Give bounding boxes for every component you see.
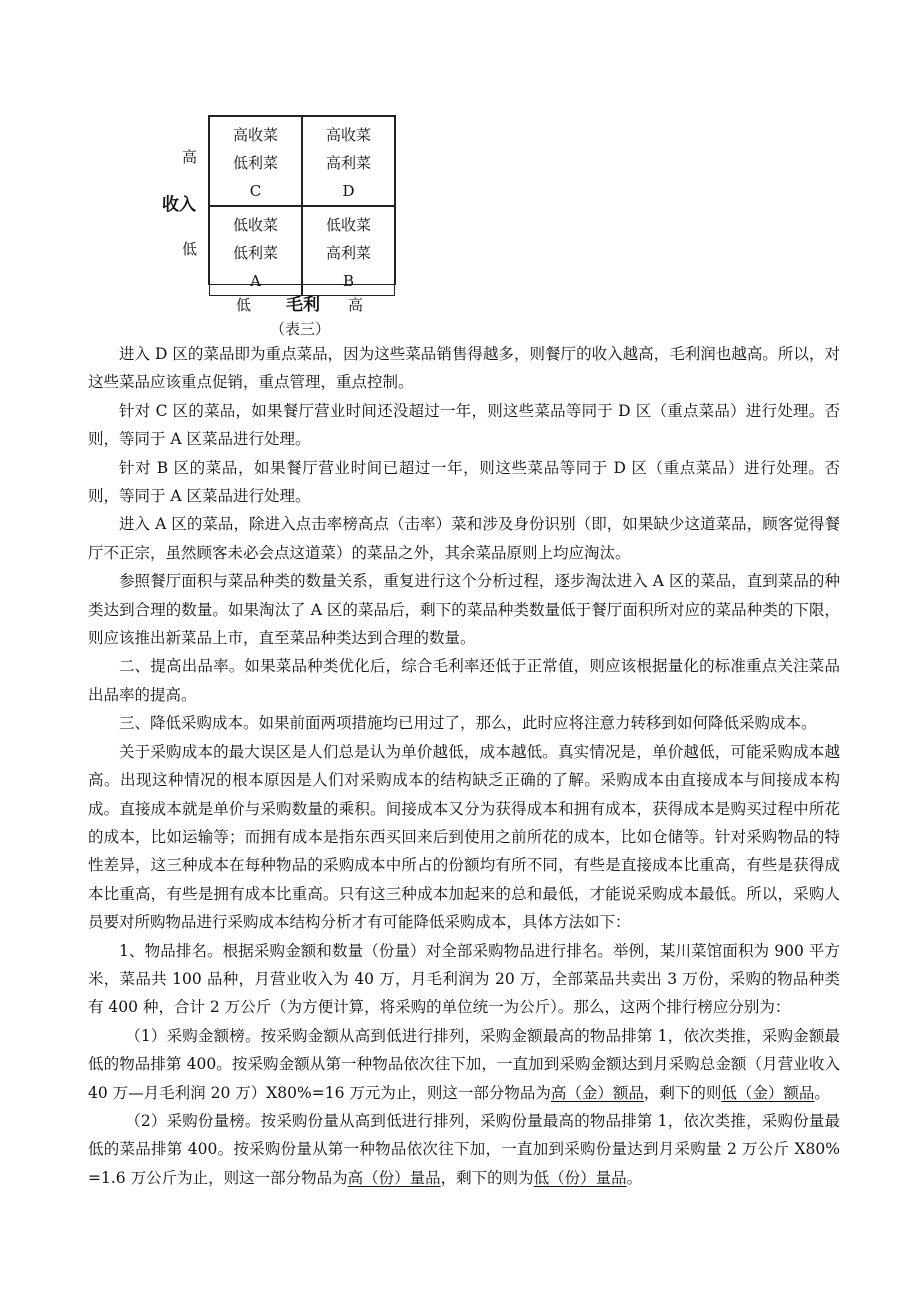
matrix-cell-c [209, 116, 302, 206]
x-axis-high-label: 高 [348, 296, 364, 314]
list-item-1-term-high: 高（金）额品 [550, 1083, 644, 1102]
paragraph-output-rate: 二、提高出品率。如果菜品种类优化后，综合毛利率还低于正常值，则应该根据量化的标准重点关注菜品出品率的提高。 [88, 657, 840, 704]
cell-d-line-1: 高收菜 [325, 126, 371, 144]
list-item-2-end: 。 [626, 1168, 643, 1187]
cell-d-line-2: 高利菜 [325, 154, 371, 172]
list-item-quantity-ranking [88, 1107, 840, 1192]
list-item-1-end: 。 [814, 1083, 830, 1102]
cell-c-line-2: 低利菜 [232, 154, 278, 172]
paragraph-a-zone: 进入 A 区的菜品，除进入点击率榜高点（击率）菜和涉及身份识别（即，如果缺少这道菜品，顾客觉得餐厅不正宗，虽然顾客未必会点这道菜）的菜品之外，其余菜品原则上均应淘汰。 [88, 515, 840, 562]
table-caption: （表三） [270, 320, 331, 338]
list-item-2-term-high: 高（份）量品 [347, 1168, 441, 1187]
y-axis-title: 收入 [162, 195, 196, 215]
list-item-amount-ranking [88, 1022, 840, 1107]
income-margin-matrix [208, 115, 396, 290]
list-item-1-text: （1）采购金额榜。按采购金额从高到低进行排列，采购金额最高的物品排第 1，依次类推，采购金额最低的物品排第 400。按采购金额从第一种物品依次往下加，一直加到采购金额达到月采购总金额（月营业收入 40 万—月毛利润 20 万）X80%=16 万元为止，则这一部分物品为 [88, 1026, 840, 1102]
list-item-2-middle: ，剩下的则为 [440, 1168, 534, 1187]
cell-d-letter: D [342, 182, 355, 200]
paragraph-d-zone: 进入 D 区的菜品即为重点菜品，因为这些菜品销售得越多，则餐厅的收入越高，毛利润也越高。所以，对这些菜品应该重点促销，重点管理，重点控制。 [88, 345, 840, 392]
x-axis-low-label: 低 [236, 296, 252, 314]
cell-b-line-2: 高利菜 [325, 244, 371, 262]
matrix-cell-a [209, 206, 302, 296]
cell-a-line-2: 低利菜 [232, 244, 278, 262]
list-item-2-text: （2）采购份量榜。按采购份量从高到低进行排列，采购份量最高的物品排第 1，依次类推，采购份量最低的菜品排第 400。按采购份量从第一种物品依次往下加，一直加到采购份量达到月采购量 2 万公斤 X80%=1.6 万公斤为止，则这一部分物品为 [88, 1111, 840, 1187]
cell-c-line-1: 高收菜 [232, 126, 278, 144]
paragraph-purchase-cost: 三、降低采购成本。如果前面两项措施均已用过了，那么，此时应将注意力转移到如何降低采购成本。 [119, 714, 817, 733]
list-item-2-term-low: 低（份）量品 [533, 1168, 627, 1187]
paragraph-cost-structure: 关于采购成本的最大误区是人们总是认为单价越低，成本越低。真实情况是，单价越低，可能采购成本越高。出现这种情况的根本原因是人们对采购成本的结构缺乏正确的了解。采购成本由直接成本与间接成本构成。直接成本就是单价与采购数量的乘积。间接成本又分为获得成本和拥有成本，获得成本是购买过程中所花的成本，比如运输等；而拥有成本是指东西买回来后到使用之前所花的成本，比如仓储等。针对采购物品的特性差异，这三种成本在每种物品的采购成本中所占的份额均有所不同，有些是直接成本比重高，有些是获得成本比重高，有些是拥有成本比重高。只有这三种成本加起来的总和最低，才能说采购成本最低。所以，采购人员要对所购物品进行采购成本结构分析才有可能降低采购成本，具体方法如下： [88, 742, 840, 932]
matrix-cell-d [302, 116, 395, 206]
cell-c-letter: C [249, 182, 262, 200]
list-item-1-term-low: 低（金）额品 [721, 1083, 815, 1102]
list-item-1-middle: ，剩下的则 [643, 1083, 722, 1102]
cell-b-line-1: 低收菜 [325, 216, 371, 234]
paragraph-b-zone: 针对 B 区的菜品，如果餐厅营业时间已超过一年，则这些菜品等同于 D 区（重点菜品）进行处理。否则，等同于 A 区菜品进行处理。 [88, 458, 840, 506]
paragraph-item-ranking: 1、物品排名。根据采购金额和数量（份量）对全部采购物品进行排名。举例，某川菜馆面积为 900 平方米，菜品共 100 品种，月营业收入为 40 万，月毛利润为 20 万，全部菜品共卖出 3 万份，采购的物品种类有 400 种，合计 2 万公斤（为方便计算，将采购的单位统一为公斤）。那么，这两个排行榜应分别为： [88, 941, 840, 1017]
matrix-cell-b [302, 206, 395, 296]
cell-a-line-1: 低收菜 [232, 216, 278, 234]
document-body [88, 340, 840, 1192]
x-axis-title: 毛利 [286, 295, 320, 315]
y-axis-high-label: 高 [182, 148, 198, 166]
cell-b-letter: B [342, 272, 355, 290]
paragraph-c-zone: 针对 C 区的菜品，如果餐厅营业时间还没超过一年，则这些菜品等同于 D 区（重点菜品）进行处理。否则，等同于 A 区菜品进行处理。 [88, 401, 840, 449]
paragraph-repeat-analysis: 参照餐厅面积与菜品种类的数量关系，重复进行这个分析过程，逐步淘汰进入 A 区的菜品，直到菜品的种类达到合理的数量。如果淘汰了 A 区的菜品后，剩下的菜品种类数量低于餐厅面积所对应的菜品种类的下限，则应该推出新菜品上市，直至菜品种类达到合理的数量。 [88, 572, 840, 648]
cell-a-letter: A [250, 272, 261, 290]
y-axis-low-label: 低 [182, 240, 198, 258]
